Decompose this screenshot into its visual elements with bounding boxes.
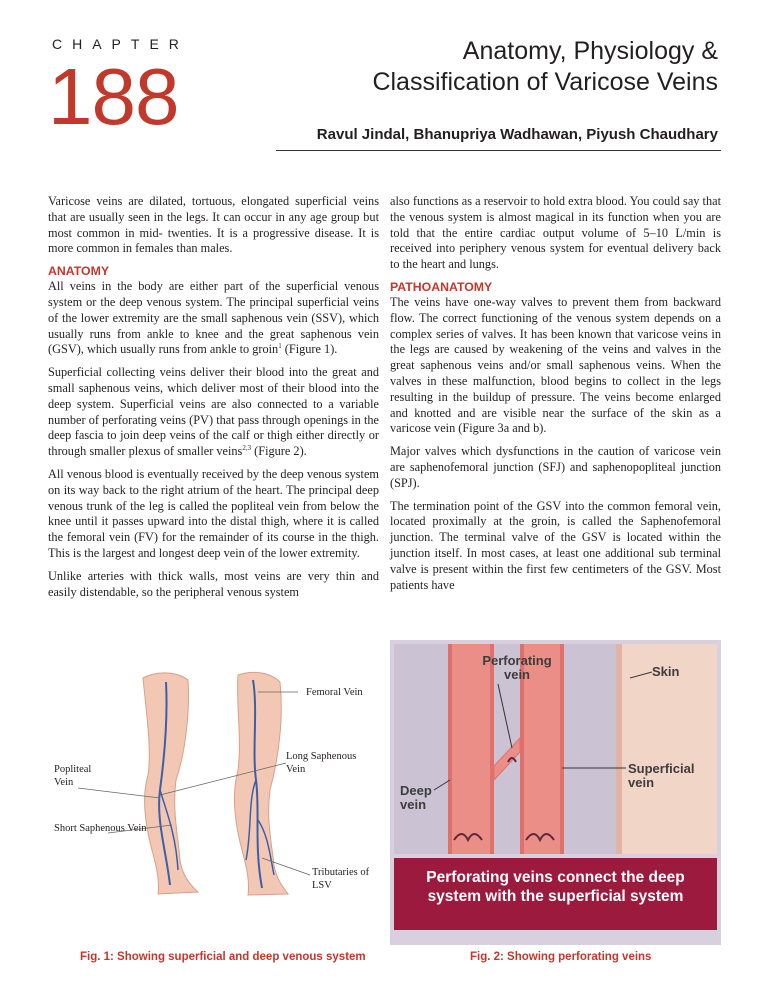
anatomy-paragraph-1: All veins in the body are either part of the superficial venous system or the deep venous system. The principal superficial veins of the lower extremity are the small saphenous vein (SSV), which usually runs from ankle to knee and the great saphenous vein (GSV), which usually runs from ankle to groin$^1$ (Figure 1). <box>48 279 379 357</box>
major-valves-paragraph: Major valves which dysfunctions in the caution of varicose vein are saphenofemoral junction (SFJ) and saphenopopliteal junction (SPJ). <box>390 444 721 490</box>
anatomy-paragraph-4: Unlike arteries with thick walls, most veins are very thin and easily distendable, so the peripheral venous system <box>48 568 379 599</box>
label-long-saphenous-vein: Long Saphenous Vein <box>286 751 357 775</box>
banner-line-1: Perforating veins connect the deep <box>426 869 685 886</box>
termination-paragraph: The termination point of the GSV into the common femoral vein, located proximally at the groin, is called the Saphenofemoral junction. The terminal valve of the GSV is located within the junction itself. In most cases, at least one additional sub terminal valve is present within the first few centimeters of the GSV. Most patients have <box>390 498 721 592</box>
left-column <box>48 194 379 607</box>
label-tributaries-lsv: Tributaries of LSV <box>312 867 370 891</box>
figure-2-banner <box>396 868 715 906</box>
label-superficial-vein: Superficial vein <box>628 761 695 790</box>
label-perforating-vein: Perforating vein <box>482 653 552 682</box>
chapter-number: 188 <box>48 52 179 141</box>
anatomy-paragraph-3: All venous blood is eventually received by the deep venous system on its way back to the right atrium of the heart. The principal deep venous trunk of the leg is called the popliteal vein from below the knee until it passes upward into the distal thigh, where it is called the femoral vein (FV) for the remainder of its course in the thigh. This is the largest and longest deep vein of the lower extremity. <box>48 466 379 560</box>
title-line-2: Classification of Varicose Veins <box>372 68 718 96</box>
reservoir-paragraph: also functions as a reservoir to hold extra blood. You could say that the venous system is almost magical in its function when you are told that the entire cardiac output volume of 5–10 L/min is received into periphery venous system for eventual delivery back to the heart and lungs. <box>390 194 721 272</box>
label-deep-vein: Deep vein <box>400 783 432 812</box>
figure-2 <box>390 640 721 963</box>
anatomy-heading: ANATOMY <box>48 264 110 279</box>
figure-1 <box>48 670 379 970</box>
label-short-saphenous-vein: Short Saphenous Vein <box>54 823 147 834</box>
figure-1-caption: Fig. 1: Showing superficial and deep venous system <box>80 951 366 963</box>
intro-paragraph: Varicose veins are dilated, tortuous, elongated superficial veins that are usually seen in the legs. It can occur in any age group but most common in mid- twenties. It is a progressive disease. It is more common in females than males. <box>48 194 379 256</box>
label-femoral-vein: Femoral Vein <box>306 687 363 698</box>
anatomy-paragraph-2: Superficial collecting veins deliver their blood into the great and small saphenous veins, which deliver most of their blood into the deep system. Superficial veins are also connected to a variable number of perforating veins (PV) that pass through openings in the deep fascia to join deep veins of the calf or thigh either directly or through smaller plexus of smaller veins$^{2,3}$ (Figure 2). <box>48 365 379 459</box>
figure-2-caption: Fig. 2: Showing perforating veins <box>470 951 652 963</box>
valves-paragraph: The veins have one-way valves to prevent them from backward flow. The correct functioning of the venous system depends on a complex series of valves. It has been known that varicose veins in the legs are caused by weakening of the veins and valves in the great saphenous veins and/or small saphenous veins. When the valves in these malfunction, blood begins to collect in the legs resulting in the buildup of pressure. The veins become enlarged and knotted and are visible near the surface of the skin as a varicose vein (Figure 3a and b). <box>390 294 721 436</box>
header-rule <box>276 150 721 151</box>
chapter-label: CHAPTER <box>52 36 189 52</box>
authors: Ravul Jindal, Bhanupriya Wadhawan, Piyush Chaudhary <box>316 126 718 143</box>
banner-line-2: system with the superficial system <box>427 888 684 905</box>
chapter-title <box>298 36 718 98</box>
label-popliteal-vein: Popliteal Vein <box>54 764 92 788</box>
label-skin: Skin <box>652 664 680 679</box>
title-line-1: Anatomy, Physiology & <box>462 37 718 65</box>
pathoanatomy-heading: PATHOANATOMY <box>390 279 493 294</box>
right-column <box>390 194 721 600</box>
